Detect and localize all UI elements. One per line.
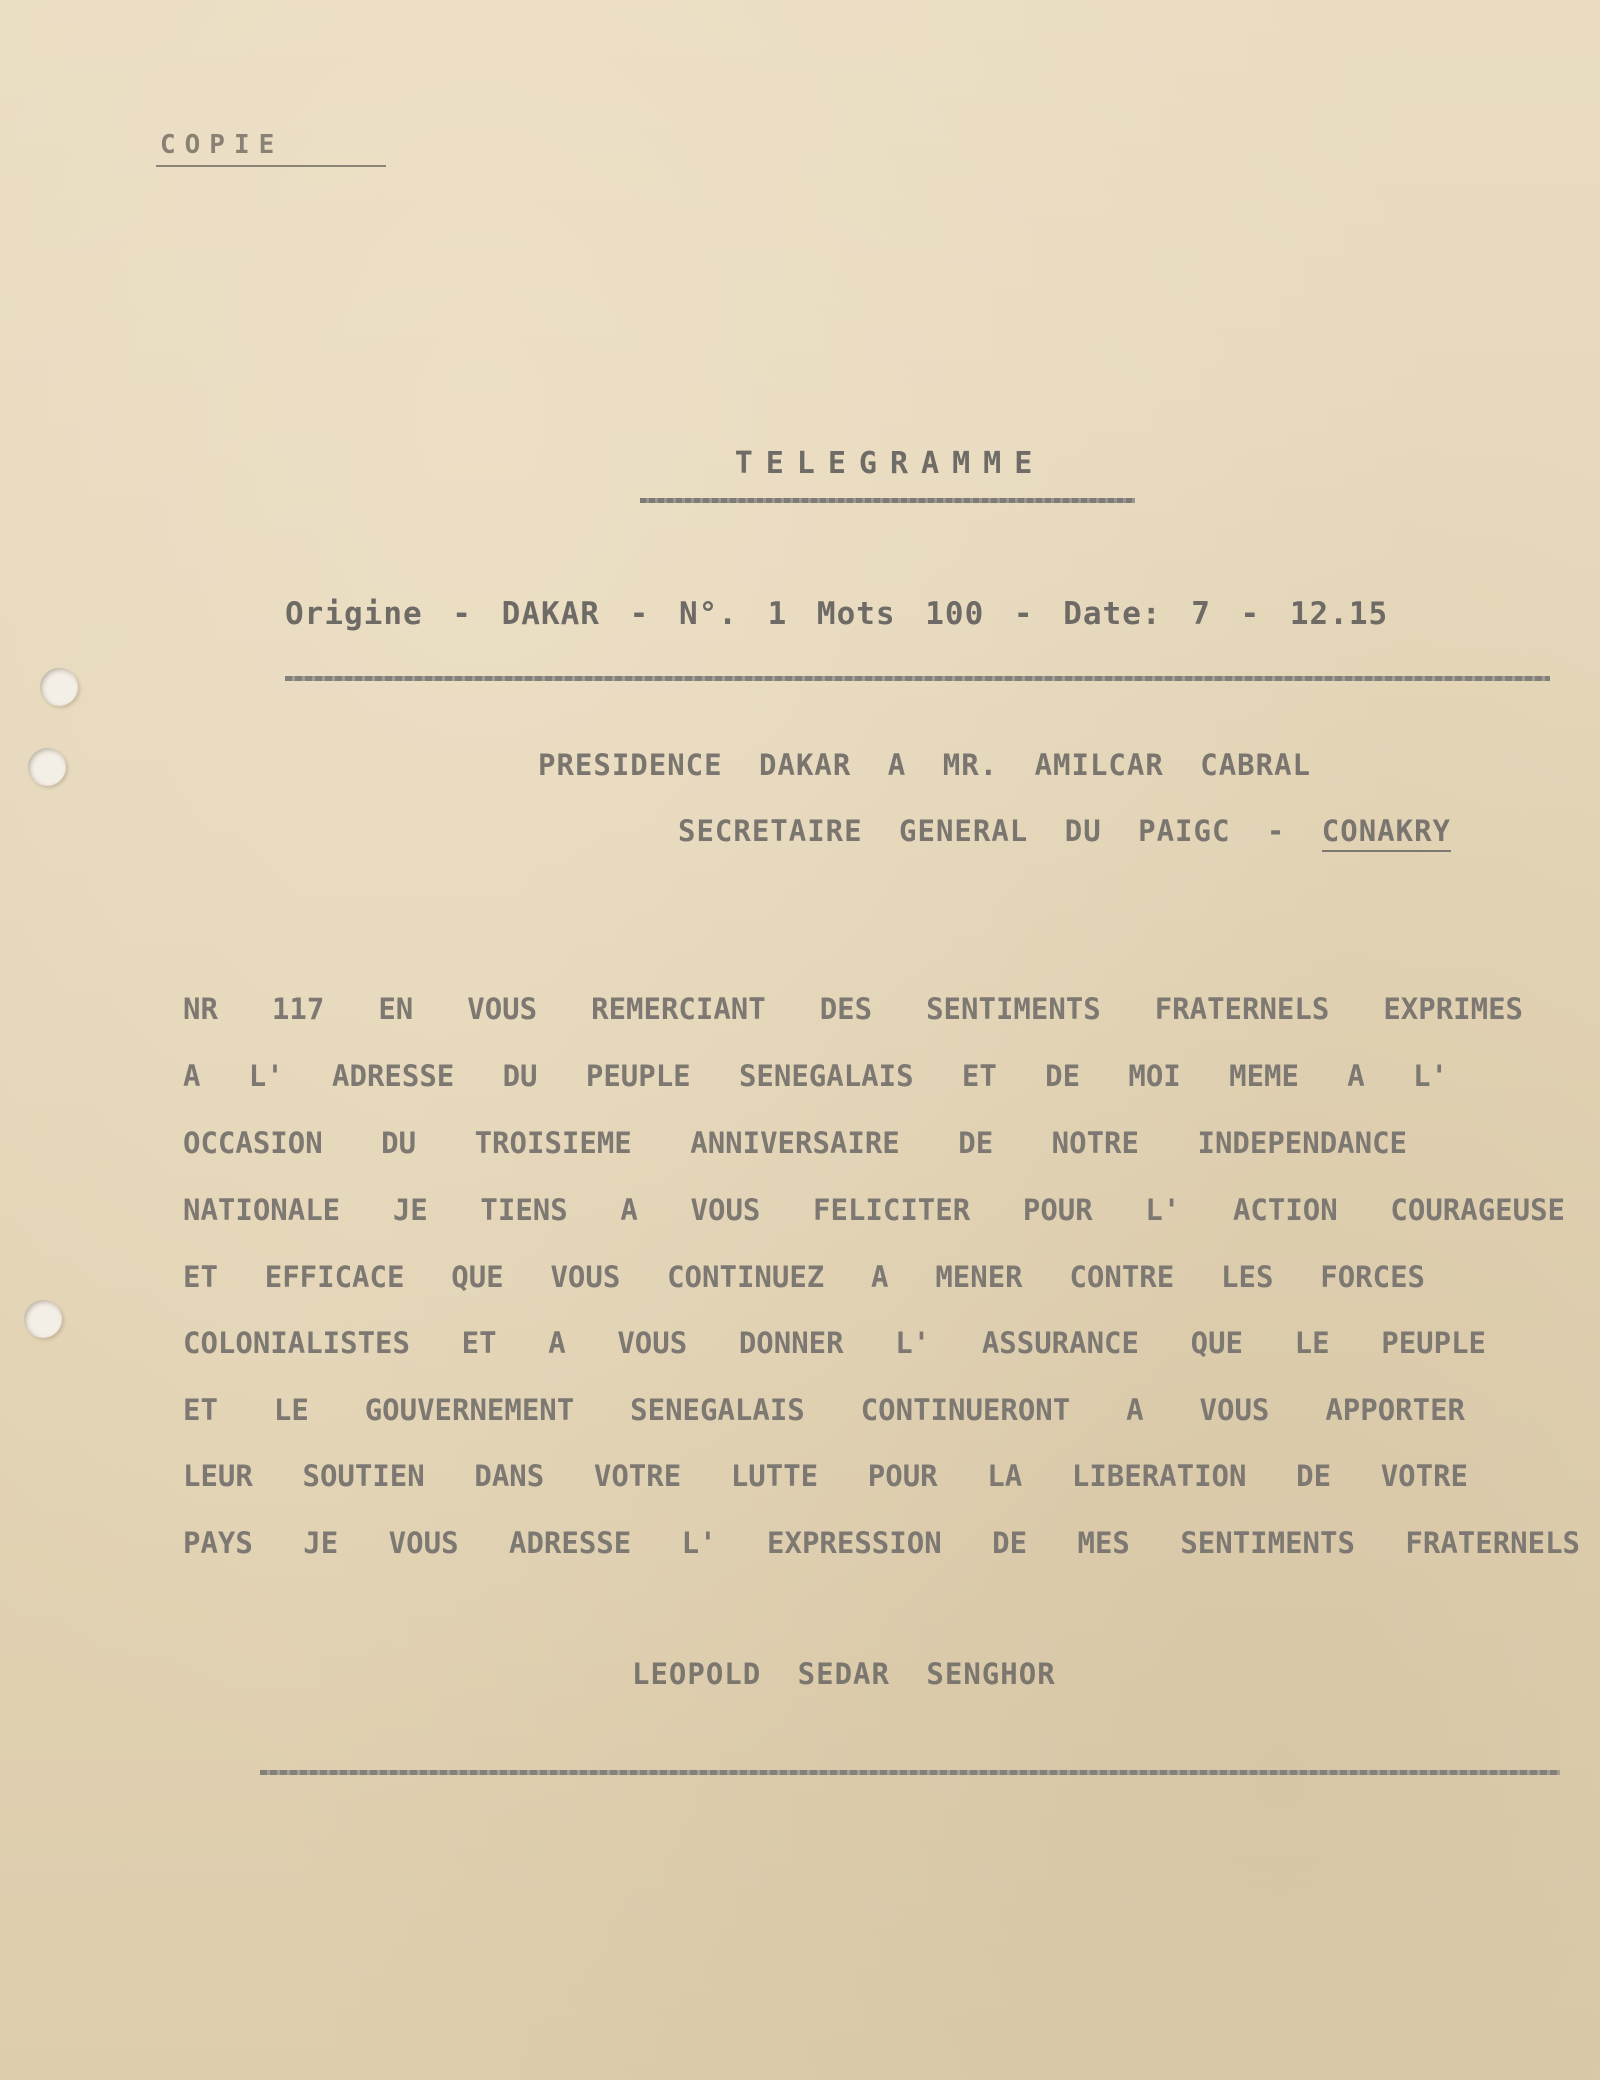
body-line: COLONIALISTES ET A VOUS DONNER L' ASSURANCE QUE LE PEUPLE [183, 1326, 1486, 1360]
punch-hole [40, 668, 78, 706]
telegram-header: Origine - DAKAR - N°. 1 Mots 100 - Date: 7 - 12.15 [285, 596, 1389, 632]
address-destination: CONAKRY [1322, 814, 1451, 852]
header-rule [285, 676, 1550, 681]
document-title: TELEGRAMME [734, 446, 1046, 481]
body-line: NR 117 EN VOUS REMERCIANT DES SENTIMENTS FRATERNELS EXPRIMES [183, 992, 1523, 1026]
punch-hole [24, 1300, 62, 1338]
body-line: NATIONALE JE TIENS A VOUS FELICITER POUR L' ACTION COURAGEUSE [183, 1193, 1565, 1227]
bottom-rule [260, 1770, 1560, 1775]
address-line-2 [678, 814, 1451, 848]
signature: LEOPOLD SEDAR SENGHOR [632, 1657, 1056, 1691]
copy-mark-underline [156, 165, 386, 167]
punch-hole [28, 748, 66, 786]
address-line-2-text: SECRETAIRE GENERAL DU PAIGC - [678, 814, 1286, 848]
copy-mark: COPIE [160, 130, 284, 160]
title-underline [640, 498, 1135, 503]
body-line: ET LE GOUVERNEMENT SENEGALAIS CONTINUERONT A VOUS APPORTER [183, 1393, 1465, 1427]
body-line: A L' ADRESSE DU PEUPLE SENEGALAIS ET DE MOI MEME A L' [183, 1059, 1448, 1093]
body-line: ET EFFICACE QUE VOUS CONTINUEZ A MENER CONTRE LES FORCES [183, 1260, 1425, 1294]
body-line: OCCASION DU TROISIEME ANNIVERSAIRE DE NOTRE INDEPENDANCE [183, 1126, 1407, 1160]
body-line: LEUR SOUTIEN DANS VOTRE LUTTE POUR LA LIBERATION DE VOTRE [183, 1459, 1468, 1493]
address-line-1: PRESIDENCE DAKAR A MR. AMILCAR CABRAL [538, 748, 1312, 782]
body-line: PAYS JE VOUS ADRESSE L' EXPRESSION DE MES SENTIMENTS FRATERNELS [183, 1526, 1580, 1560]
